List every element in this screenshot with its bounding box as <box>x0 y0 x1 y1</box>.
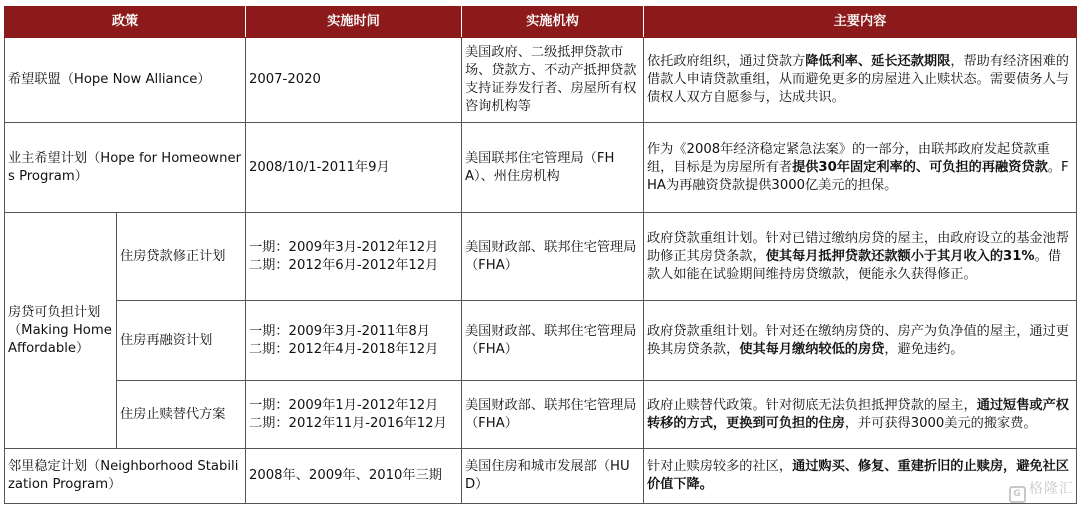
policy-cell: 业主希望计划（Hope for Homeowners Program） <box>5 123 246 213</box>
content-cell <box>644 381 1077 449</box>
table-row <box>5 381 1077 449</box>
time-phase-1: 一期：2009年3月-2011年8月 <box>249 323 430 339</box>
policy-cell: 邻里稳定计划（Neighborhood Stabilization Program） <box>5 449 246 504</box>
time-phase-1: 一期：2009年1月-2012年12月 <box>249 397 439 413</box>
policy-cell: 希望联盟（Hope Now Alliance） <box>5 38 246 123</box>
time-cell <box>246 213 462 301</box>
content-emphasis: 通过购买、修复、重建折旧的止赎房，避免社区价值下降。 <box>647 459 1069 492</box>
table-row <box>5 123 1077 213</box>
agency-cell: 美国政府、二级抵押贷款市场、贷款方、不动产抵押贷款支持证券发行者、房屋所有权咨询机构等 <box>462 38 644 123</box>
time-cell <box>246 301 462 381</box>
sub-policy-cell: 住房止赎替代方案 <box>117 381 246 449</box>
content-text: 政府贷款重组计划。针对还在缴纳房贷的、房产为负净值的屋主，通过更换其房贷条款， <box>647 323 1069 357</box>
agency-cell: 美国住房和城市发展部（HUD） <box>462 449 644 504</box>
content-text: ，并可获得3000美元的搬家费。 <box>844 415 1037 431</box>
time-cell: 2008年、2009年、2010年三期 <box>246 449 462 504</box>
header-row <box>5 7 1077 38</box>
agency-cell: 美国财政部、联邦住宅管理局（FHA） <box>462 381 644 449</box>
header-time: 实施时间 <box>246 7 462 38</box>
policy-cell: 房贷可负担计划（Making Home Affordable） <box>5 213 117 449</box>
time-phase-2: 二期：2012年11月-2016年12月 <box>249 415 447 431</box>
watermark <box>1009 478 1074 503</box>
content-text: 政府止赎替代政策。针对彻底无法负担抵押贷款的屋主， <box>647 397 977 413</box>
table-row <box>5 213 1077 301</box>
table-row <box>5 301 1077 381</box>
time-phase-2: 二期：2012年4月-2018年12月 <box>249 341 439 357</box>
sub-policy-cell: 住房贷款修正计划 <box>117 213 246 301</box>
content-cell <box>644 38 1077 123</box>
content-text: 政府贷款重组计划。针对已错过缴纳房贷的屋主，由政府设立的基金池帮助修正其房贷条款， <box>647 230 1069 264</box>
content-text: 作为《2008年经济稳定紧急法案》的一部分，由联邦政府发起贷款重组，目标是为房屋所有者 <box>647 141 1050 175</box>
agency-cell: 美国财政部、联邦住宅管理局（FHA） <box>462 213 644 301</box>
time-cell <box>246 381 462 449</box>
table-row <box>5 38 1077 123</box>
header-content: 主要内容 <box>644 7 1077 38</box>
logo-icon: G <box>1009 486 1026 503</box>
content-text: 。FHA为再融资贷款提供3000亿美元的担保。 <box>647 159 1069 193</box>
time-cell: 2008/10/1-2011年9月 <box>246 123 462 213</box>
content-text: ，避免违约。 <box>884 341 964 357</box>
content-cell <box>644 213 1077 301</box>
content-emphasis: 降低利率、延长还款期限 <box>805 54 951 69</box>
watermark-text: 格隆汇 <box>1029 481 1074 497</box>
agency-cell: 美国联邦住宅管理局（FHA）、州住房机构 <box>462 123 644 213</box>
policy-table <box>4 6 1077 504</box>
content-cell <box>644 123 1077 213</box>
content-emphasis: 通过短售或产权转移的方式，更换到可负担的住房 <box>647 397 1069 431</box>
content-text: 。借款人如能在试验期间维持房贷缴款，便能永久获得修正。 <box>647 248 1062 282</box>
time-phase-1: 一期：2009年3月-2012年12月 <box>249 239 439 255</box>
header-policy: 政策 <box>5 7 246 38</box>
content-text: ，帮助有经济困难的借款人申请贷款重组，从而避免更多的房屋进入止赎状态。需要债务人与债权人双方自愿参与，达成共识。 <box>647 54 1069 105</box>
time-cell: 2007-2020 <box>246 38 462 123</box>
content-emphasis: 提供30年固定利率的、可负担的再融资贷款 <box>792 159 1048 175</box>
agency-cell: 美国财政部、联邦住宅管理局（FHA） <box>462 301 644 381</box>
sub-policy-cell: 住房再融资计划 <box>117 301 246 381</box>
content-emphasis: 使其每月抵押贷款还款额小于其月收入的31% <box>765 248 1035 264</box>
table-row <box>5 449 1077 504</box>
time-phase-2: 二期：2012年6月-2012年12月 <box>249 257 439 273</box>
header-agency: 实施机构 <box>462 7 644 38</box>
content-text: 针对止赎房较多的社区， <box>647 459 793 474</box>
content-text: 依托政府组织，通过贷款方 <box>647 54 806 69</box>
content-cell <box>644 301 1077 381</box>
content-emphasis: 使其每月缴纳较低的房贷 <box>739 341 885 357</box>
